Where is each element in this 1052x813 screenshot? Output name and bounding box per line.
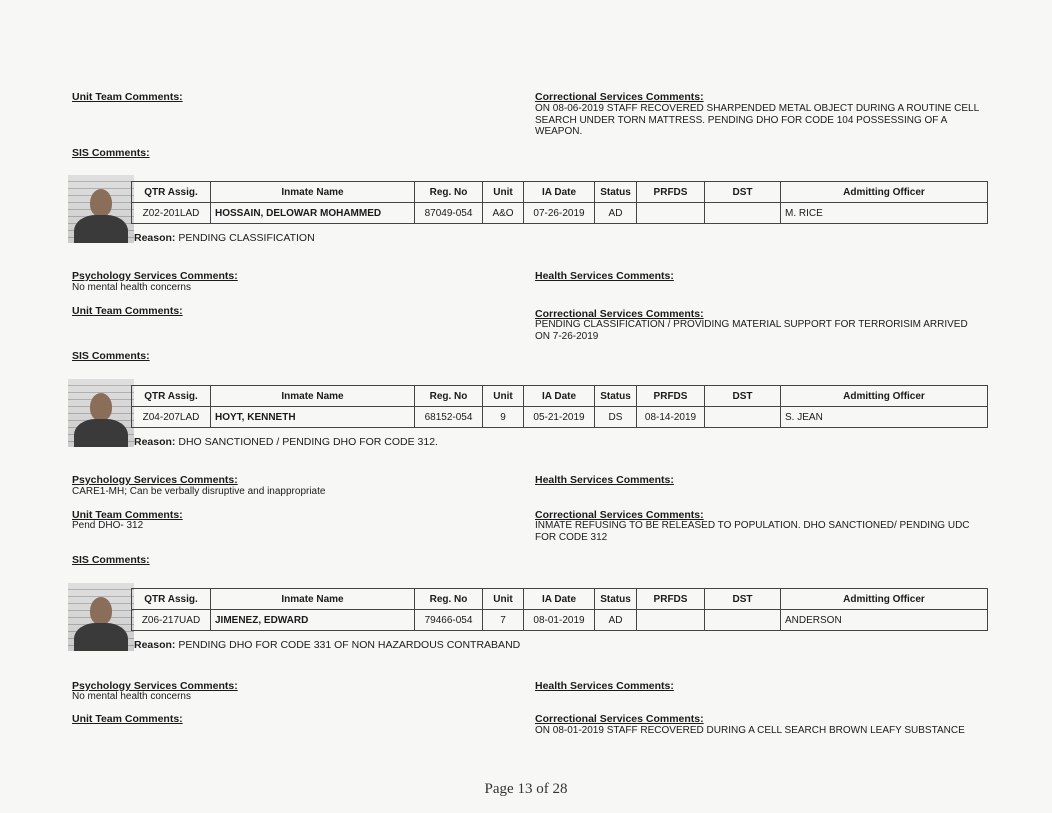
col-status: Status xyxy=(595,182,637,203)
sis-comments-label: SIS Comments: xyxy=(72,554,150,566)
col-name: Inmate Name xyxy=(211,386,415,407)
officer-cell: ANDERSON xyxy=(781,610,988,631)
unit-team-comments-label: Unit Team Comments: xyxy=(72,509,183,521)
col-prfds: PRFDS xyxy=(637,386,705,407)
status-cell: AD xyxy=(595,610,637,631)
col-status: Status xyxy=(595,589,637,610)
table-header-row xyxy=(132,386,988,407)
reason-text: PENDING DHO FOR CODE 331 OF NON HAZARDOUS CONTRABAND xyxy=(178,639,521,651)
col-unit: Unit xyxy=(483,182,524,203)
col-name: Inmate Name xyxy=(211,589,415,610)
col-qtr: QTR Assig. xyxy=(132,589,211,610)
unit-team-comments-label: Unit Team Comments: xyxy=(72,91,183,103)
qtr-cell: Z06-217UAD xyxy=(132,610,211,631)
reg-cell: 68152-054 xyxy=(415,407,483,428)
reason-text: DHO SANCTIONED / PENDING DHO FOR CODE 312. xyxy=(178,436,438,448)
col-officer: Admitting Officer xyxy=(781,386,988,407)
col-officer: Admitting Officer xyxy=(781,589,988,610)
status-cell: DS xyxy=(595,407,637,428)
name-cell: HOYT, KENNETH xyxy=(211,407,415,428)
correctional-services-label: Correctional Services Comments: xyxy=(535,509,704,521)
inmate-photo xyxy=(68,379,134,447)
col-unit: Unit xyxy=(483,386,524,407)
reason-line xyxy=(134,436,438,448)
health-comments-label: Health Services Comments: xyxy=(535,680,674,692)
inmate-photo xyxy=(68,583,134,651)
psych-comments-text: No mental health concerns xyxy=(72,691,191,702)
unit-team-comments-text: Pend DHO- 312 xyxy=(72,520,144,531)
qtr-cell: Z04-207LAD xyxy=(132,407,211,428)
inmate-table xyxy=(131,588,988,631)
col-reg: Reg. No xyxy=(415,386,483,407)
ia-date-cell: 07-26-2019 xyxy=(524,203,595,224)
unit-cell: 7 xyxy=(483,610,524,631)
reason-line xyxy=(134,639,520,651)
col-prfds: PRFDS xyxy=(637,182,705,203)
dst-cell xyxy=(705,203,781,224)
inmate-table xyxy=(131,181,988,224)
col-officer: Admitting Officer xyxy=(781,182,988,203)
col-ia-date: IA Date xyxy=(524,182,595,203)
unit-team-comments-label: Unit Team Comments: xyxy=(72,713,183,725)
col-status: Status xyxy=(595,386,637,407)
officer-cell: M. RICE xyxy=(781,203,988,224)
col-reg: Reg. No xyxy=(415,589,483,610)
col-ia-date: IA Date xyxy=(524,386,595,407)
health-comments-label: Health Services Comments: xyxy=(535,474,674,486)
col-dst: DST xyxy=(705,182,781,203)
officer-cell: S. JEAN xyxy=(781,407,988,428)
table-row xyxy=(132,203,988,224)
col-qtr: QTR Assig. xyxy=(132,182,211,203)
correctional-services-label: Correctional Services Comments: xyxy=(535,91,704,103)
unit-team-comments-label: Unit Team Comments: xyxy=(72,305,183,317)
unit-cell: 9 xyxy=(483,407,524,428)
col-dst: DST xyxy=(705,386,781,407)
inmate-photo xyxy=(68,175,134,243)
psych-comments-text: CARE1-MH; Can be verbally disruptive and inappropriate xyxy=(72,486,326,497)
reg-cell: 87049-054 xyxy=(415,203,483,224)
status-cell: AD xyxy=(595,203,637,224)
correctional-services-text: PENDING CLASSIFICATION / PROVIDING MATERIAL SUPPORT FOR TERRORISIM ARRIVED ON 7-26-2019 xyxy=(535,319,968,342)
col-unit: Unit xyxy=(483,589,524,610)
psych-comments-label: Psychology Services Comments: xyxy=(72,680,238,692)
prfds-cell xyxy=(637,203,705,224)
table-row xyxy=(132,610,988,631)
reason-line xyxy=(134,232,315,244)
ia-date-cell: 08-01-2019 xyxy=(524,610,595,631)
name-cell: JIMENEZ, EDWARD xyxy=(211,610,415,631)
correctional-services-text: ON 08-06-2019 STAFF RECOVERED SHARPENDED METAL OBJECT DURING A ROUTINE CELL SEARCH UNDER TORN MATTRESS. PENDING DHO FOR CODE 104 POSSESSING OF A WEAPON. xyxy=(535,103,979,137)
page-number: Page 13 of 28 xyxy=(484,781,568,797)
correctional-services-label: Correctional Services Comments: xyxy=(535,308,704,320)
correctional-services-text: ON 08-01-2019 STAFF RECOVERED DURING A CELL SEARCH BROWN LEAFY SUBSTANCE xyxy=(535,725,965,736)
inmate-table xyxy=(131,385,988,428)
qtr-cell: Z02-201LAD xyxy=(132,203,211,224)
reg-cell: 79466-054 xyxy=(415,610,483,631)
reason-label: Reason: xyxy=(134,436,176,448)
ia-date-cell: 05-21-2019 xyxy=(524,407,595,428)
psych-comments-text: No mental health concerns xyxy=(72,282,191,293)
sis-comments-label: SIS Comments: xyxy=(72,147,150,159)
col-dst: DST xyxy=(705,589,781,610)
col-reg: Reg. No xyxy=(415,182,483,203)
col-ia-date: IA Date xyxy=(524,589,595,610)
table-header-row xyxy=(132,182,988,203)
col-qtr: QTR Assig. xyxy=(132,386,211,407)
dst-cell xyxy=(705,407,781,428)
reason-text: PENDING CLASSIFICATION xyxy=(178,232,315,244)
correctional-services-label: Correctional Services Comments: xyxy=(535,713,704,725)
col-name: Inmate Name xyxy=(211,182,415,203)
reason-label: Reason: xyxy=(134,639,176,651)
health-comments-label: Health Services Comments: xyxy=(535,270,674,282)
unit-cell: A&O xyxy=(483,203,524,224)
name-cell: HOSSAIN, DELOWAR MOHAMMED xyxy=(211,203,415,224)
prfds-cell xyxy=(637,610,705,631)
correctional-services-text: INMATE REFUSING TO BE RELEASED TO POPULATION. DHO SANCTIONED/ PENDING UDC FOR CODE 312 xyxy=(535,520,970,543)
dst-cell xyxy=(705,610,781,631)
psych-comments-label: Psychology Services Comments: xyxy=(72,474,238,486)
table-header-row xyxy=(132,589,988,610)
sis-comments-label: SIS Comments: xyxy=(72,350,150,362)
col-prfds: PRFDS xyxy=(637,589,705,610)
psych-comments-label: Psychology Services Comments: xyxy=(72,270,238,282)
reason-label: Reason: xyxy=(134,232,176,244)
table-row xyxy=(132,407,988,428)
prfds-cell: 08-14-2019 xyxy=(637,407,705,428)
